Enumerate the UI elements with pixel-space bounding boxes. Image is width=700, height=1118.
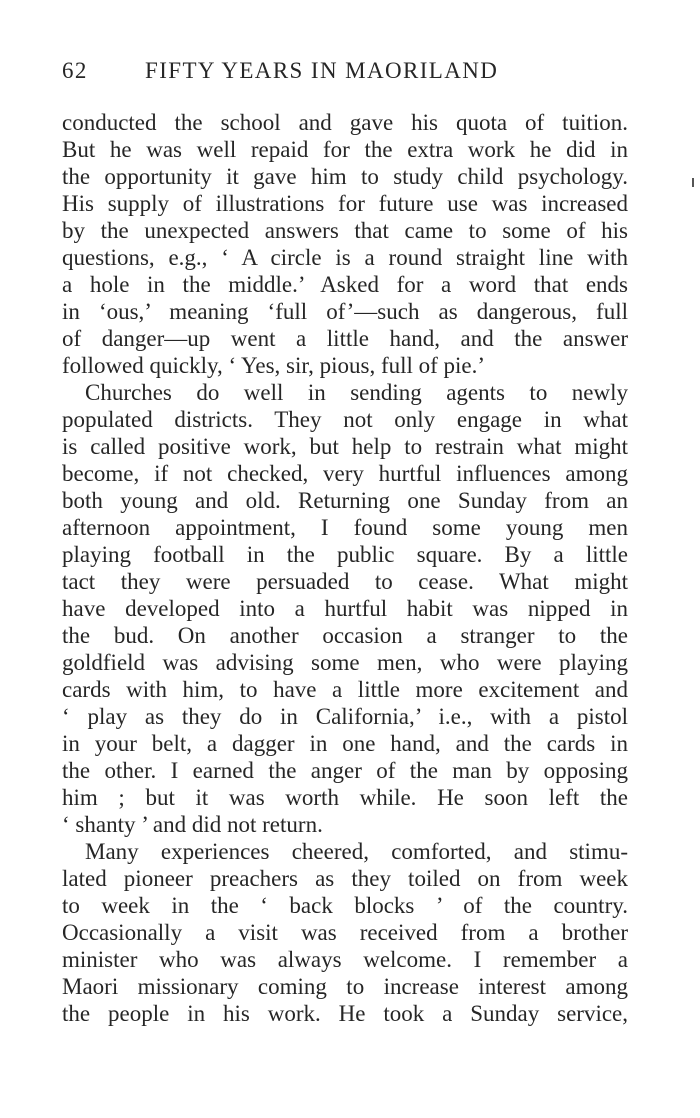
text-line: afternoon appointment, I found some young men — [62, 515, 628, 540]
text-line: him ; but it was worth while. He soon left the — [62, 785, 628, 810]
text-line: the bud. On another occasion a stranger to the — [62, 623, 628, 648]
text-line: in ‘ous,’ meaning ‘full of’—such as dangerous, full — [62, 299, 628, 324]
running-title: FIFTY YEARS IN MAORILAND — [145, 58, 499, 83]
text-line: followed quickly, ‘ Yes, sir, pious, full of pie.’ — [62, 353, 486, 378]
text-line: both young and old. Returning one Sunday from an — [62, 488, 628, 513]
text-line: conducted the school and gave his quota of tuition. — [62, 110, 628, 135]
text-line: the people in his work. He took a Sunday service, — [62, 1001, 628, 1026]
text-line: the opportunity it gave him to study child psychology. — [62, 164, 628, 189]
text-line: by the unexpected answers that came to some of his — [62, 218, 628, 243]
text-line: cards with him, to have a little more excitement and — [62, 677, 628, 702]
text-line: goldfield was advising some men, who were playing — [62, 650, 628, 675]
text-line: of danger—up went a little hand, and the answer — [62, 326, 628, 351]
running-head — [62, 58, 630, 92]
text-line: Maori missionary coming to increase interest among — [62, 974, 628, 999]
text-line: ‘ shanty ’ and did not return. — [62, 812, 323, 837]
text-line: ‘ play as they do in California,’ i.e., with a pistol — [62, 704, 628, 729]
text-line: lated pioneer preachers as they toiled on from week — [62, 866, 628, 891]
text-line: have developed into a hurtful habit was nipped in — [62, 596, 628, 621]
text-line: minister who was always welcome. I remember a — [62, 947, 628, 972]
text-line: populated districts. They not only engage in what — [62, 407, 628, 432]
text-line: His supply of illustrations for future use was increased — [62, 191, 628, 216]
text-line: playing football in the public square. By a little — [62, 542, 628, 567]
text-line: is called positive work, but help to restrain what might — [62, 434, 628, 459]
text-line: the other. I earned the anger of the man by opposing — [62, 758, 628, 783]
text-line: But he was well repaid for the extra work he did in — [62, 137, 628, 162]
margin-mark — [692, 178, 694, 187]
text-line: tact they were persuaded to cease. What might — [62, 569, 628, 594]
text-line: Churches do well in sending agents to newly — [85, 380, 628, 405]
text-line: a hole in the middle.’ Asked for a word that ends — [62, 272, 628, 297]
text-line: become, if not checked, very hurtful influences among — [62, 461, 628, 486]
text-line: in your belt, a dagger in one hand, and the cards in — [62, 731, 628, 756]
text-line: Many experiences cheered, comforted, and stimu- — [85, 839, 628, 864]
text-line: questions, e.g., ‘ A circle is a round straight line with — [62, 245, 628, 270]
page-number: 62 — [62, 58, 88, 83]
text-line: Occasionally a visit was received from a brother — [62, 920, 628, 945]
body-text — [62, 109, 628, 1027]
text-line: to week in the ‘ back blocks ’ of the country. — [62, 893, 628, 918]
